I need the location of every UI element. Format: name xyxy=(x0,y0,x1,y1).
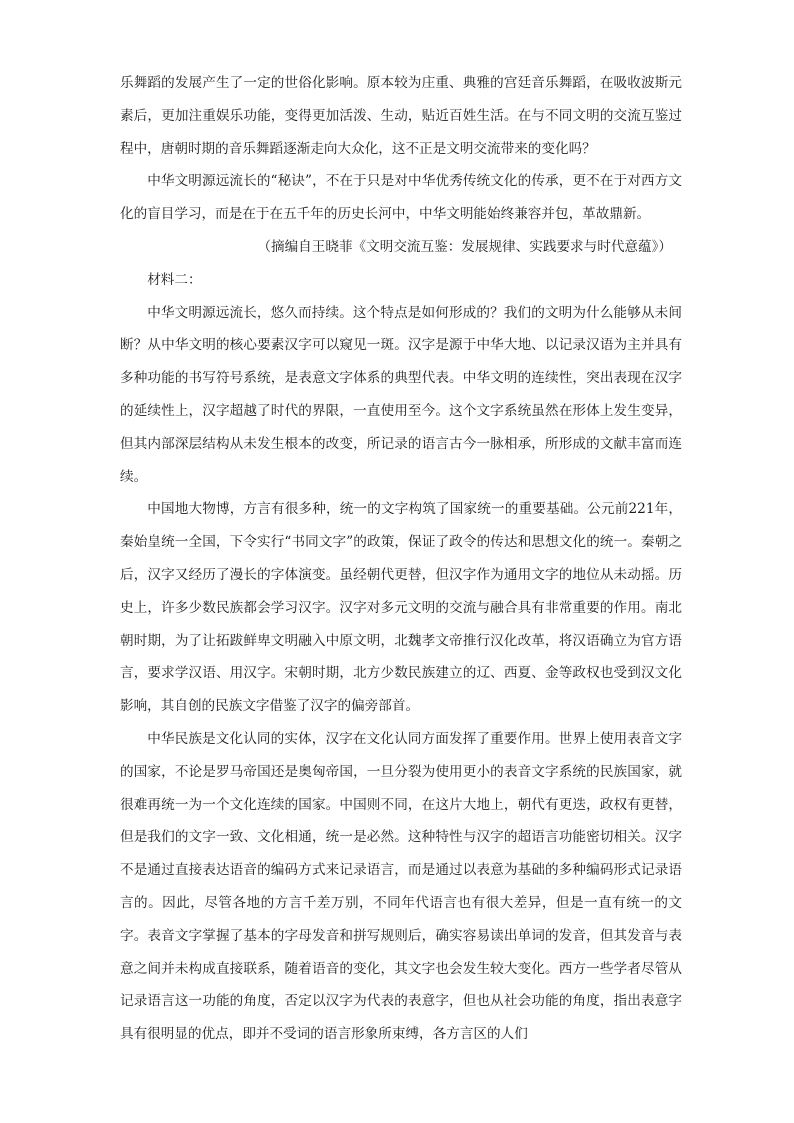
paragraph-tang-music-dance: 乐舞蹈的发展产生了一定的世俗化影响。原本较为庄重、典雅的宫廷音乐舞蹈，在吸收波斯元素后，更加注重娱乐功能，变得更加活泼、生动，贴近百姓生活。在与不同文明的交流互鉴过程中，唐朝时期的音乐舞蹈逐渐走向大众化，这不正是文明交流带来的变化吗？ xyxy=(120,75,682,157)
paragraph-civilization-secret: 中华文明源远流长的“秘诀”，不在于只是对中华优秀传统文化的传承，更不在于对西方文化的盲目学习，而是在于在五千年的历史长河中，中华文明能始终兼容并包，革故鼎新。 xyxy=(120,173,682,223)
material-two-heading: 材料二： xyxy=(147,271,202,288)
source-citation: （摘编自王晓菲《文明交流互鉴：发展规律、实践要求与时代意蕴》） xyxy=(257,238,672,255)
paragraph-cultural-identity: 中华民族是文化认同的实体，汉字在文化认同方面发挥了重要作用。世界上使用表音文字的国家，不论是罗马帝国还是奥匈帝国，一旦分裂为使用更小的表音文字系统的民族国家，就很难再统一为一个文化连续的国家。中国则不同，在这片大地上，朝代有更迭，政权有更替，但是我们的文字一致、文化相通，统一是必然。这种特性与汉字的超语言功能密切相关。汉字不是通过直接表达语音的编码方式来记录语言，而是通过以表意为基础的多种编码形式记录语言的。因此，尽管各地的方言千差万别，不同年代语言也有很大差异，但是一直有统一的文字。表音文字掌握了基本的字母发音和拼写规则后，确实容易读出单词的发音，但其发音与表意之间并未构成直接联系，随着语音的变化，其文字也会发生较大变化。西方一些学者尽管从记录语言这一功能的角度，否定以汉字为代表的表意字，但也从社会功能的角度，指出表意字具有很明显的优点，即并不受词的语言形象所束缚，各方言区的人们 xyxy=(120,730,682,1043)
document-body xyxy=(120,67,682,1051)
paragraph-chinese-characters-continuity: 中华文明源远流长，悠久而持续。这个特点是如何形成的？我们的文明为什么能够从未间断？从中华文明的核心要素汉字可以窥见一斑。汉字是源于中华大地、以记录汉语为主并具有多种功能的书写符号系统，是表意文字体系的典型代表。中华文明的连续性，突出表现在汉字的延续性上，汉字超越了时代的界限，一直使用至今。这个文字系统虽然在形体上发生变异，但其内部深层结构从未发生根本的改变，所记录的语言古今一脉相承，所形成的文献丰富而连续。 xyxy=(120,304,682,485)
paragraph-unified-script: 中国地大物博，方言有很多种，统一的文字构筑了国家统一的重要基础。公元前221年，秦始皇统一全国，下令实行“书同文字”的政策，保证了政令的传达和思想文化的统一。秦朝之后，汉字又经历了漫长的字体演变。虽经朝代更替，但汉字作为通用文字的地位从未动摇。历史上，许多少数民族都会学习汉字。汉字对多元文明的交流与融合具有非常重要的作用。南北朝时期，为了让拓跋鲜卑文明融入中原文明，北魏孝文帝推行汉化改革，将汉语确立为官方语言，要求学汉语、用汉字。宋朝时期，北方少数民族建立的辽、西夏、金等政权也受到汉文化影响，其自创的民族文字借鉴了汉字的偏旁部首。 xyxy=(120,501,682,715)
